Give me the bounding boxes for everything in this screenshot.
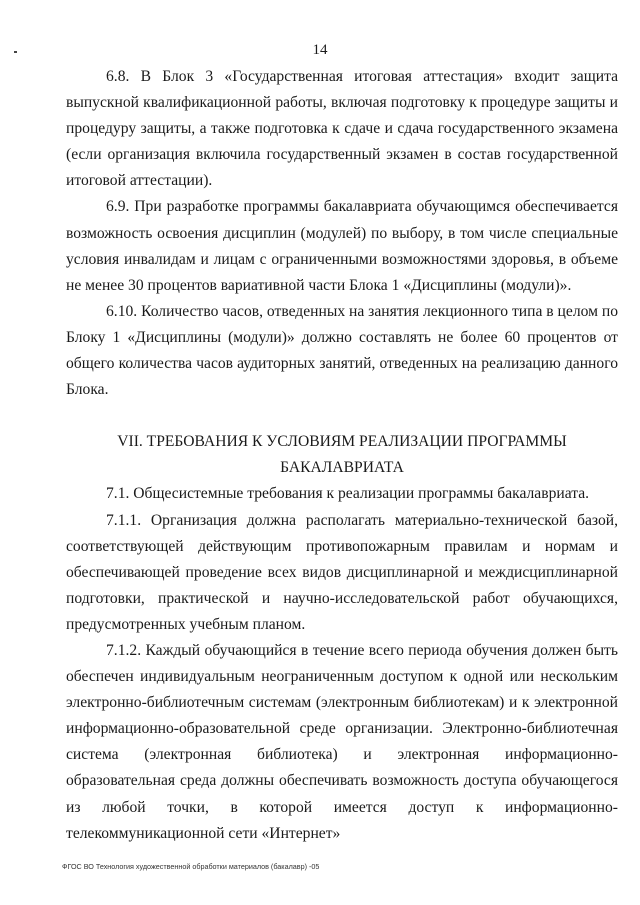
paragraph-7-1-1: 7.1.1. Организация должна располагать материально-технической базой, соответствующей действующим противопожарным правилам и нормам и обеспечивающей проведение всех видов дисциплинарной и междисциплинарной подготовки, практической и научно-исследовательской работ обучающихся, предусмотренных учебным планом. <box>66 511 618 633</box>
document-body <box>66 64 618 847</box>
paragraph-6-8: 6.8. В Блок 3 «Государственная итоговая аттестация» входит защита выпускной квалификационной работы, включая подготовку к процедуре защиты и процедуру защиты, а также подготовка к сдаче и сдача государственного экзамена (если организация включила государственный экзамен в состав государственной итоговой аттестации). <box>66 68 618 190</box>
paragraph-6-10: 6.10. Количество часов, отведенных на занятия лекционного типа в целом по Блоку 1 «Дисциплины (модули)» должно составлять не более 60 процентов от общего количества часов аудиторных занятий, отведенных на реализацию данного Блока. <box>66 302 619 399</box>
section-heading-line1: VII. ТРЕБОВАНИЯ К УСЛОВИЯМ РЕАЛИЗАЦИИ ПРОГРАММЫ <box>117 433 567 451</box>
page-number: 14 <box>312 42 328 58</box>
paragraph-6-9: 6.9. При разработке программы бакалавриата обучающимся обеспечивается возможность освоения дисциплин (модулей) по выбору, в том числе специальные условия инвалидам и лицам с ограниченными возможностями здоровья, в объеме не менее 30 процентов вариативной части Блока 1 «Дисциплины (модули)». <box>66 198 618 294</box>
paragraph-7-1-2: 7.1.2. Каждый обучающийся в течение всего периода обучения должен быть обеспечен индивидуальным неограниченным доступом к одной или нескольким электронно-библиотечным системам (электронным библиотекам) и к электронной информационно-образовательной среде организации. Электронно-библиотечная система (электронная библиотека) и электронная информационно-образовательная среда должны обеспечивать возможность доступа обучающегося из любой точки, в которой имеется доступ к информационно-телекоммуникационной сети «Интернет» <box>66 641 618 842</box>
paragraph-7-1: 7.1. Общесистемные требования к реализации программы бакалавриата. <box>106 485 590 503</box>
footer-text: ФГОС ВО Технология художественной обработки материалов (бакалавр) -05 <box>62 862 320 871</box>
section-heading-line2: БАКАЛАВРИАТА <box>280 459 404 477</box>
section-gap <box>66 403 618 429</box>
